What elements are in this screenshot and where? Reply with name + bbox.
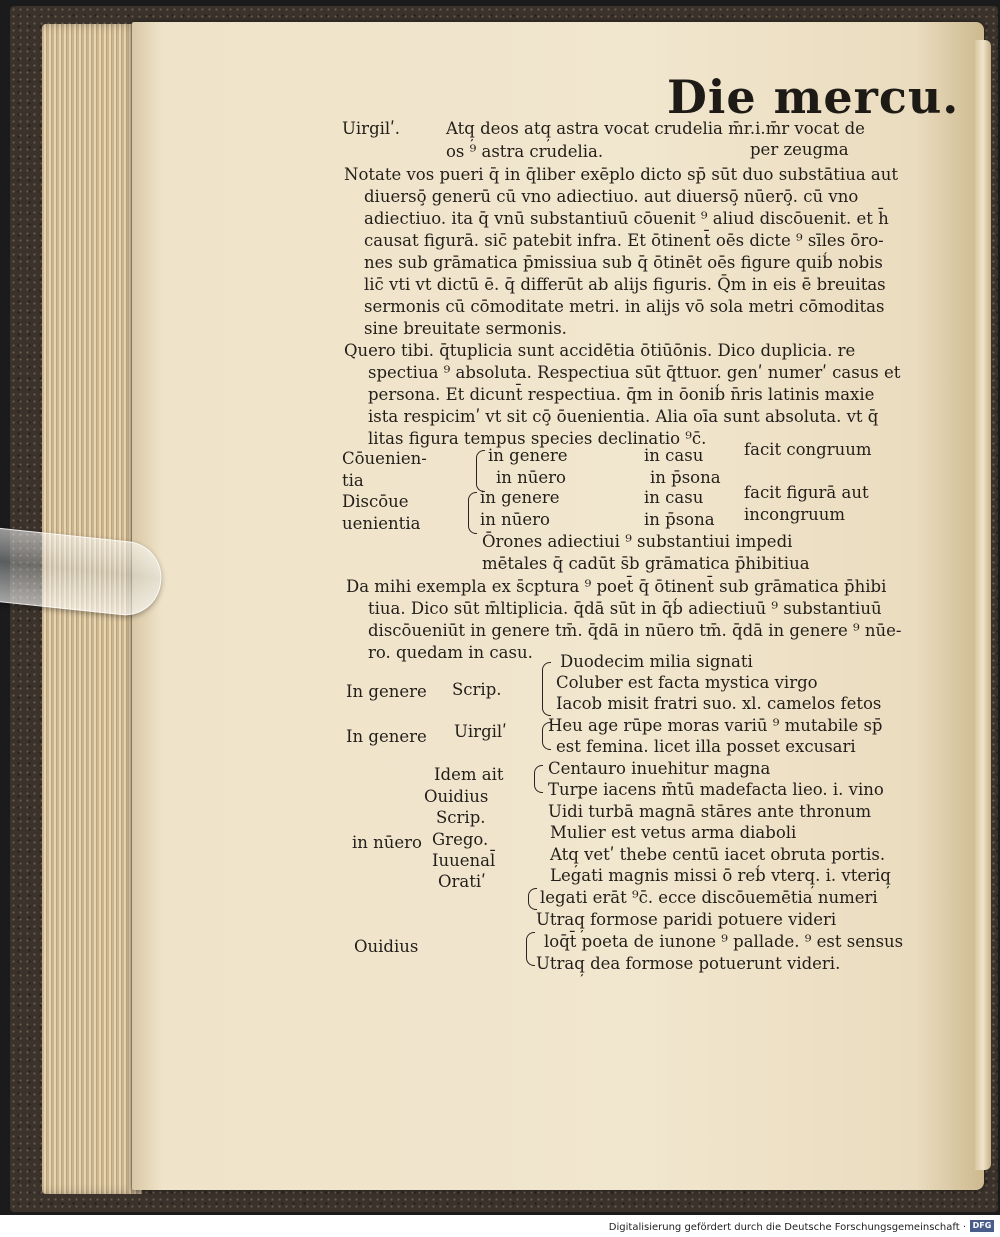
text-line: os ⁹ astra crudelia. bbox=[446, 142, 604, 161]
text-line: causat figurā. sic̄ patebit infra. Et ōtinent̄ oēs dicte ⁹ sīles ōro- bbox=[364, 231, 884, 250]
text-line: tiua. Dico sūt m̄ltiplicia. q̄dā sūt in q̄b̒ adiectiuū ⁹ substantiuū bbox=[368, 599, 882, 618]
brace bbox=[476, 450, 485, 492]
text-line: persona. Et dicunt̄ respectiua. q̄m in ōonib̒ n̄ris latinis maxie bbox=[368, 385, 875, 404]
example-line: Uidi turbā magnā stāres ante thronum bbox=[548, 802, 872, 821]
text-line: litas figura tempus species declinatio ⁹c̄. bbox=[368, 429, 707, 448]
example-line: Duodecim milia signati bbox=[560, 652, 753, 671]
table-note: mētales q̄ cadūt s̄b grāmatica p̄hibitiua bbox=[482, 554, 810, 573]
table-label: tia bbox=[342, 471, 364, 490]
table-cell: incongruum bbox=[744, 505, 846, 524]
funding-notice: Digitalisierung gefördert durch die Deutsche Forschungsgemeinschaft · bbox=[608, 1222, 966, 1233]
example-source: Grego. bbox=[432, 830, 489, 849]
example-line: Utraq̦ formose paridi potuere videri bbox=[536, 910, 837, 929]
text-line: sine breuitate sermonis. bbox=[364, 319, 567, 338]
example-line: Centauro inuehitur magna bbox=[548, 759, 771, 778]
table-label: uenientia bbox=[342, 514, 421, 533]
text-line: Da mihi exempla ex s̄cptura ⁹ poet̄ q̄ ōtinent̄ sub grāmatica p̄hibi bbox=[346, 577, 887, 596]
text-line: ro. quedam in casu. bbox=[368, 643, 533, 662]
example-label: In genere bbox=[346, 682, 427, 701]
example-line: legati erāt ⁹c̄. ecce discōuemētia numeri bbox=[540, 888, 878, 907]
table-cell: facit congruum bbox=[744, 440, 872, 459]
example-source: Ouidius bbox=[424, 787, 489, 806]
brace bbox=[534, 765, 543, 793]
example-line: Utraq̦ dea formose potuerunt videri. bbox=[536, 954, 841, 973]
example-label: in nūero bbox=[352, 833, 422, 852]
example-line: Heu age rūpe moras variū ⁹ mutabile sp̄ bbox=[548, 716, 883, 735]
example-source: Oratiʹ bbox=[438, 872, 486, 891]
example-source: Idem ait bbox=[434, 765, 504, 784]
text-line: sermonis cū cōmoditate metri. in alijs vō sola metri cōmoditas bbox=[364, 297, 885, 316]
text-line: nes sub grāmatica p̄missiua sub q̄ ōtinēt oēs figure quib̒ nobis bbox=[364, 253, 883, 272]
example-source: Scrip. bbox=[452, 680, 502, 699]
brace bbox=[468, 492, 477, 534]
example-source: Scrip. bbox=[436, 808, 486, 827]
gloss-note: per zeugma bbox=[750, 140, 849, 159]
example-source: Iuuenal̄ bbox=[432, 851, 496, 870]
example-line: Turpe iacens m̄tū madefacta lieo. i. vino bbox=[548, 780, 884, 799]
brace bbox=[542, 662, 551, 716]
text-line: diuersō̧ generū cū vno adiectiuo. aut diuersō̧ nūerō̧. cū vno bbox=[364, 187, 859, 206]
example-label: In genere bbox=[346, 727, 427, 746]
text-line: spectiua ⁹ absoluta. Respectiua sūt q̄ttuor. genʹ numerʹ casus et bbox=[368, 363, 901, 382]
table-cell: in casu bbox=[644, 446, 704, 465]
table-cell: in p̄sona bbox=[644, 510, 715, 529]
example-line: est femina. licet illa posset excusari bbox=[556, 737, 856, 756]
example-line: loq̄t̄ poeta de iunone ⁹ pallade. ⁹ est sensus bbox=[544, 932, 904, 951]
text-line: adiectiuo. ita q̄ vnū substantiuū cōuenit ⁹ aliud discōuenit. et h̄ bbox=[364, 209, 889, 228]
table-note: Ōrones adiectiui ⁹ substantiui impedi bbox=[482, 532, 793, 551]
table-cell: in nūero bbox=[480, 510, 550, 529]
brace bbox=[528, 888, 537, 910]
table-cell: facit figurā aut bbox=[744, 483, 869, 502]
brace bbox=[526, 932, 535, 966]
table-cell: in genere bbox=[480, 488, 560, 507]
table-cell: in casu bbox=[644, 488, 704, 507]
text-line: lic̄ vti vt dictū ē. q̄ differūt ab alijs figuris. Q̄m in eis ē breuitas bbox=[364, 275, 886, 294]
example-source: Uirgilʹ bbox=[454, 722, 507, 741]
dfg-logo: DFG bbox=[970, 1220, 994, 1232]
page bbox=[132, 22, 984, 1190]
next-page-edge bbox=[975, 40, 991, 1170]
text-line: Atq̦ deos atq̦ astra vocat crudelia m̄r.i.m̄r vocat de bbox=[446, 119, 865, 138]
footer-bar bbox=[0, 1215, 1000, 1237]
text-line: discōueniūt in genere tm̄. q̄dā in nūero tm̄. q̄dā in genere ⁹ nūe- bbox=[368, 621, 902, 640]
text-line: ista respicimʹ vt sit cō̧ ōuenientia. Alia oīa sunt absoluta. vt q̄ bbox=[368, 407, 879, 426]
example-line: Legati magnis missi ō reb̒ vterq̦. i. vteriq̦ bbox=[550, 866, 891, 885]
margin-label-virgil: Uirgilʹ. bbox=[342, 119, 401, 138]
example-label: Ouidius bbox=[354, 937, 419, 956]
example-line: Coluber est facta mystica virgo bbox=[556, 673, 818, 692]
table-cell: in p̄sona bbox=[650, 468, 721, 487]
example-line: Atq̦ vetʹ thebe centū iacet obruta portis. bbox=[550, 845, 886, 864]
text-line: Quero tibi. q̄tuplicia sunt accidētia ōtiūōnis. Dico duplicia. re bbox=[344, 341, 856, 360]
example-line: Mulier est vetus arma diaboli bbox=[550, 823, 797, 842]
running-head: Die mercu. bbox=[667, 70, 960, 124]
example-line: Iacob misit fratri suo. xl. camelos fetos bbox=[556, 694, 882, 713]
table-label: Discōue bbox=[342, 492, 409, 511]
table-cell: in nūero bbox=[496, 468, 566, 487]
text-line: Notate vos pueri q̄ in q̄liber exēplo dicto sp̄ sūt duo substātiua aut bbox=[344, 165, 898, 184]
table-cell: in genere bbox=[488, 446, 568, 465]
table-label: Cōuenien- bbox=[342, 449, 427, 468]
